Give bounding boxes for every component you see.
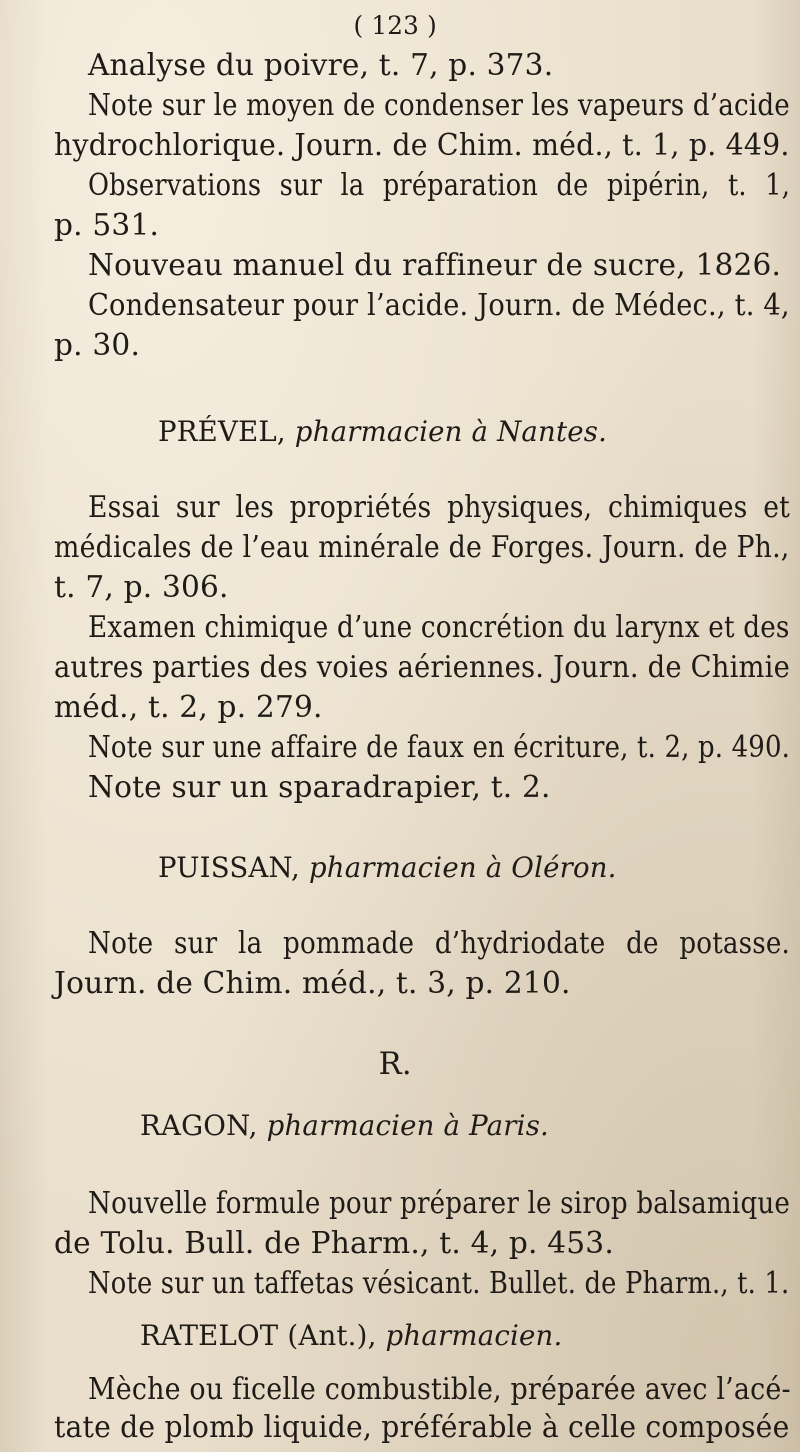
entry-line: Essai sur les propriétés physiques, chimiques et xyxy=(88,490,790,525)
author-title: pharmacien à Paris. xyxy=(266,1109,550,1142)
entry-line: Condensateur pour l’acide. Journ. de Médec., t. 4, xyxy=(88,288,790,323)
entry-line: Note sur le moyen de condenser les vapeurs d’acide xyxy=(88,88,790,123)
entry-line: p. 531. xyxy=(54,208,160,243)
entry-line: méd., t. 2, p. 279. xyxy=(54,690,323,725)
entry-line: t. 7, p. 306. xyxy=(54,570,229,605)
entry-line: Analyse du poivre, t. 7, p. 373. xyxy=(88,48,554,83)
entry-line: autres parties des voies aériennes. Journ. de Chimie xyxy=(54,650,791,685)
entry-line: Note sur une affaire de faux en écriture, t. 2, p. 490. xyxy=(88,730,791,765)
entry-line: Examen chimique d’une concrétion du larynx et des xyxy=(88,610,790,645)
page-number: ( 123 ) xyxy=(353,11,437,40)
author-title: pharmacien à Oléron. xyxy=(308,851,617,884)
entry-line: Mèche ou ficelle combustible, préparée avec l’acé- xyxy=(88,1372,791,1407)
author-heading xyxy=(140,1318,790,1354)
entry-line: Note sur un sparadrapier, t. 2. xyxy=(88,770,551,805)
entry-line: médicales de l’eau minérale de Forges. Journ. de Ph., xyxy=(54,530,790,565)
author-name: RAGON, xyxy=(140,1109,258,1142)
author-title: pharmacien à Nantes. xyxy=(294,415,608,448)
entry-line: Note sur la pommade d’hydriodate de potasse. xyxy=(88,926,791,961)
author-name: PUISSAN, xyxy=(158,851,301,884)
entry-line: Nouveau manuel du raffineur de sucre, 1826. xyxy=(88,248,782,283)
entry-line: Observations sur la préparation de pipérin, t. 1, xyxy=(88,168,791,203)
entry-line: tate de plomb liquide, préférable à celle composée xyxy=(54,1410,790,1445)
entry-line: hydrochlorique. Journ. de Chim. méd., t. 1, p. 449. xyxy=(54,128,790,163)
entry-line: p. 30. xyxy=(54,328,141,363)
author-heading xyxy=(158,414,790,450)
entry-line: de Tolu. Bull. de Pharm., t. 4, p. 453. xyxy=(54,1226,614,1261)
author-name: PRÉVEL, xyxy=(158,415,286,448)
author-heading xyxy=(158,850,790,886)
author-title: pharmacien. xyxy=(385,1319,563,1352)
entry-line: Note sur un taffetas vésicant. Bullet. de Pharm., t. 1. xyxy=(88,1266,790,1301)
author-name: RATELOT (Ant.), xyxy=(140,1319,377,1352)
entry-line: Journ. de Chim. méd., t. 3, p. 210. xyxy=(54,966,571,1001)
section-letter: R. xyxy=(378,1046,412,1082)
entry-line: Nouvelle formule pour préparer le sirop balsamique xyxy=(88,1186,791,1221)
author-heading xyxy=(140,1108,790,1144)
